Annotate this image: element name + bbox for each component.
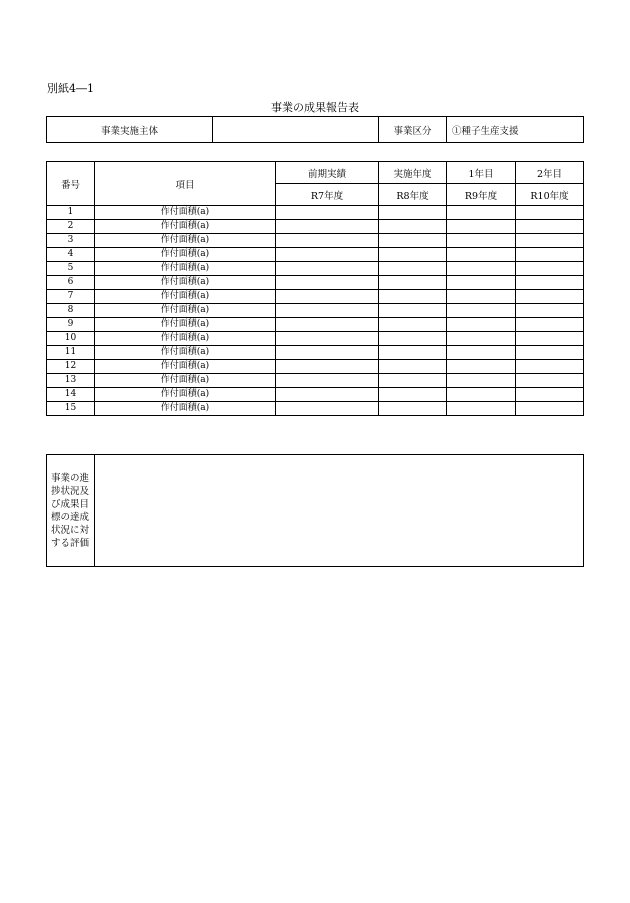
row-value-impl[interactable] bbox=[379, 360, 447, 374]
row-number: 8 bbox=[47, 304, 95, 318]
row-value-impl[interactable] bbox=[379, 248, 447, 262]
row-value-year1[interactable] bbox=[447, 332, 516, 346]
evaluation-label-line: び成果目 bbox=[51, 498, 90, 510]
row-value-impl[interactable] bbox=[379, 402, 447, 416]
row-value-prior[interactable] bbox=[276, 360, 379, 374]
row-value-year2[interactable] bbox=[516, 332, 584, 346]
entity-table bbox=[46, 116, 584, 143]
row-value-impl[interactable] bbox=[379, 318, 447, 332]
col-header-year1: 1年目 bbox=[447, 162, 516, 184]
row-item: 作付面積(a) bbox=[95, 290, 276, 304]
row-item: 作付面積(a) bbox=[95, 206, 276, 220]
row-number: 4 bbox=[47, 248, 95, 262]
row-value-year1[interactable] bbox=[447, 388, 516, 402]
row-item: 作付面積(a) bbox=[95, 262, 276, 276]
row-item: 作付面積(a) bbox=[95, 248, 276, 262]
row-item: 作付面積(a) bbox=[95, 402, 276, 416]
row-item: 作付面積(a) bbox=[95, 234, 276, 248]
row-number: 7 bbox=[47, 290, 95, 304]
row-number: 12 bbox=[47, 360, 95, 374]
col-header-item: 項目 bbox=[95, 162, 276, 206]
results-table bbox=[46, 161, 584, 416]
row-value-impl[interactable] bbox=[379, 304, 447, 318]
row-value-year2[interactable] bbox=[516, 220, 584, 234]
row-value-impl[interactable] bbox=[379, 220, 447, 234]
table-row bbox=[47, 206, 584, 220]
row-value-impl[interactable] bbox=[379, 332, 447, 346]
row-value-prior[interactable] bbox=[276, 248, 379, 262]
row-value-year2[interactable] bbox=[516, 360, 584, 374]
row-value-prior[interactable] bbox=[276, 262, 379, 276]
row-value-year2[interactable] bbox=[516, 248, 584, 262]
row-value-prior[interactable] bbox=[276, 220, 379, 234]
row-number: 11 bbox=[47, 346, 95, 360]
fy-header-year2: R10年度 bbox=[516, 184, 584, 206]
row-number: 9 bbox=[47, 318, 95, 332]
row-value-year2[interactable] bbox=[516, 402, 584, 416]
row-value-impl[interactable] bbox=[379, 388, 447, 402]
row-value-impl[interactable] bbox=[379, 290, 447, 304]
row-value-year1[interactable] bbox=[447, 248, 516, 262]
evaluation-label bbox=[47, 455, 95, 567]
row-number: 3 bbox=[47, 234, 95, 248]
row-number: 6 bbox=[47, 276, 95, 290]
row-value-year2[interactable] bbox=[516, 388, 584, 402]
row-value-prior[interactable] bbox=[276, 206, 379, 220]
row-value-year1[interactable] bbox=[447, 374, 516, 388]
row-value-prior[interactable] bbox=[276, 290, 379, 304]
row-value-year1[interactable] bbox=[447, 304, 516, 318]
row-number: 13 bbox=[47, 374, 95, 388]
row-value-year2[interactable] bbox=[516, 276, 584, 290]
row-value-year1[interactable] bbox=[447, 220, 516, 234]
row-number: 1 bbox=[47, 206, 95, 220]
table-row bbox=[47, 220, 584, 234]
row-item: 作付面積(a) bbox=[95, 346, 276, 360]
table-row bbox=[47, 318, 584, 332]
entity-label: 事業実施主体 bbox=[47, 117, 213, 143]
entity-value-cell[interactable] bbox=[213, 117, 379, 143]
row-number: 10 bbox=[47, 332, 95, 346]
row-item: 作付面積(a) bbox=[95, 388, 276, 402]
row-value-prior[interactable] bbox=[276, 332, 379, 346]
row-item: 作付面積(a) bbox=[95, 374, 276, 388]
row-value-impl[interactable] bbox=[379, 234, 447, 248]
table-row bbox=[47, 402, 584, 416]
row-value-impl[interactable] bbox=[379, 206, 447, 220]
row-value-impl[interactable] bbox=[379, 346, 447, 360]
fy-header-prior: R7年度 bbox=[276, 184, 379, 206]
category-value: ①種子生産支援 bbox=[447, 117, 584, 143]
row-item: 作付面積(a) bbox=[95, 304, 276, 318]
col-header-prior: 前期実績 bbox=[276, 162, 379, 184]
evaluation-value-cell[interactable] bbox=[95, 455, 584, 567]
row-number: 2 bbox=[47, 220, 95, 234]
row-value-year2[interactable] bbox=[516, 304, 584, 318]
table-row bbox=[47, 304, 584, 318]
row-value-impl[interactable] bbox=[379, 374, 447, 388]
row-value-year2[interactable] bbox=[516, 318, 584, 332]
row-value-prior[interactable] bbox=[276, 374, 379, 388]
table-row bbox=[47, 360, 584, 374]
row-value-year1[interactable] bbox=[447, 276, 516, 290]
table-row bbox=[47, 262, 584, 276]
row-value-year1[interactable] bbox=[447, 290, 516, 304]
row-value-year2[interactable] bbox=[516, 206, 584, 220]
row-value-year1[interactable] bbox=[447, 262, 516, 276]
table-row bbox=[47, 276, 584, 290]
evaluation-table bbox=[46, 454, 584, 567]
table-row bbox=[47, 234, 584, 248]
appendix-label: 別紙4―1 bbox=[47, 82, 94, 95]
row-value-year1[interactable] bbox=[447, 318, 516, 332]
evaluation-label-line: 標の達成 bbox=[51, 511, 90, 523]
row-value-year1[interactable] bbox=[447, 234, 516, 248]
row-value-year1[interactable] bbox=[447, 206, 516, 220]
row-value-year2[interactable] bbox=[516, 262, 584, 276]
document-title: 事業の成果報告表 bbox=[271, 101, 359, 114]
row-value-prior[interactable] bbox=[276, 318, 379, 332]
row-value-prior[interactable] bbox=[276, 402, 379, 416]
row-value-year1[interactable] bbox=[447, 346, 516, 360]
row-value-year2[interactable] bbox=[516, 374, 584, 388]
evaluation-label-line: 事業の進 bbox=[51, 472, 90, 484]
row-value-year2[interactable] bbox=[516, 346, 584, 360]
row-item: 作付面積(a) bbox=[95, 318, 276, 332]
row-item: 作付面積(a) bbox=[95, 332, 276, 346]
row-value-prior[interactable] bbox=[276, 304, 379, 318]
row-value-year2[interactable] bbox=[516, 234, 584, 248]
row-value-prior[interactable] bbox=[276, 388, 379, 402]
row-value-impl[interactable] bbox=[379, 262, 447, 276]
row-number: 15 bbox=[47, 402, 95, 416]
row-value-year1[interactable] bbox=[447, 402, 516, 416]
evaluation-label-line: する評価 bbox=[51, 537, 90, 549]
evaluation-label-line: 捗状況及 bbox=[51, 485, 90, 497]
row-value-prior[interactable] bbox=[276, 346, 379, 360]
fy-header-impl: R8年度 bbox=[379, 184, 447, 206]
col-header-year2: 2年目 bbox=[516, 162, 584, 184]
col-header-number: 番号 bbox=[47, 162, 95, 206]
table-row bbox=[47, 332, 584, 346]
fy-header-year1: R9年度 bbox=[447, 184, 516, 206]
row-value-prior[interactable] bbox=[276, 276, 379, 290]
table-row bbox=[47, 374, 584, 388]
row-value-impl[interactable] bbox=[379, 276, 447, 290]
row-value-prior[interactable] bbox=[276, 234, 379, 248]
category-label: 事業区分 bbox=[379, 117, 447, 143]
row-number: 5 bbox=[47, 262, 95, 276]
row-item: 作付面積(a) bbox=[95, 360, 276, 374]
table-row bbox=[47, 388, 584, 402]
row-item: 作付面積(a) bbox=[95, 220, 276, 234]
evaluation-label-line: 状況に対 bbox=[51, 524, 90, 536]
col-header-impl: 実施年度 bbox=[379, 162, 447, 184]
table-row bbox=[47, 248, 584, 262]
table-row bbox=[47, 290, 584, 304]
row-value-year1[interactable] bbox=[447, 360, 516, 374]
row-number: 14 bbox=[47, 388, 95, 402]
row-item: 作付面積(a) bbox=[95, 276, 276, 290]
table-row bbox=[47, 346, 584, 360]
row-value-year2[interactable] bbox=[516, 290, 584, 304]
